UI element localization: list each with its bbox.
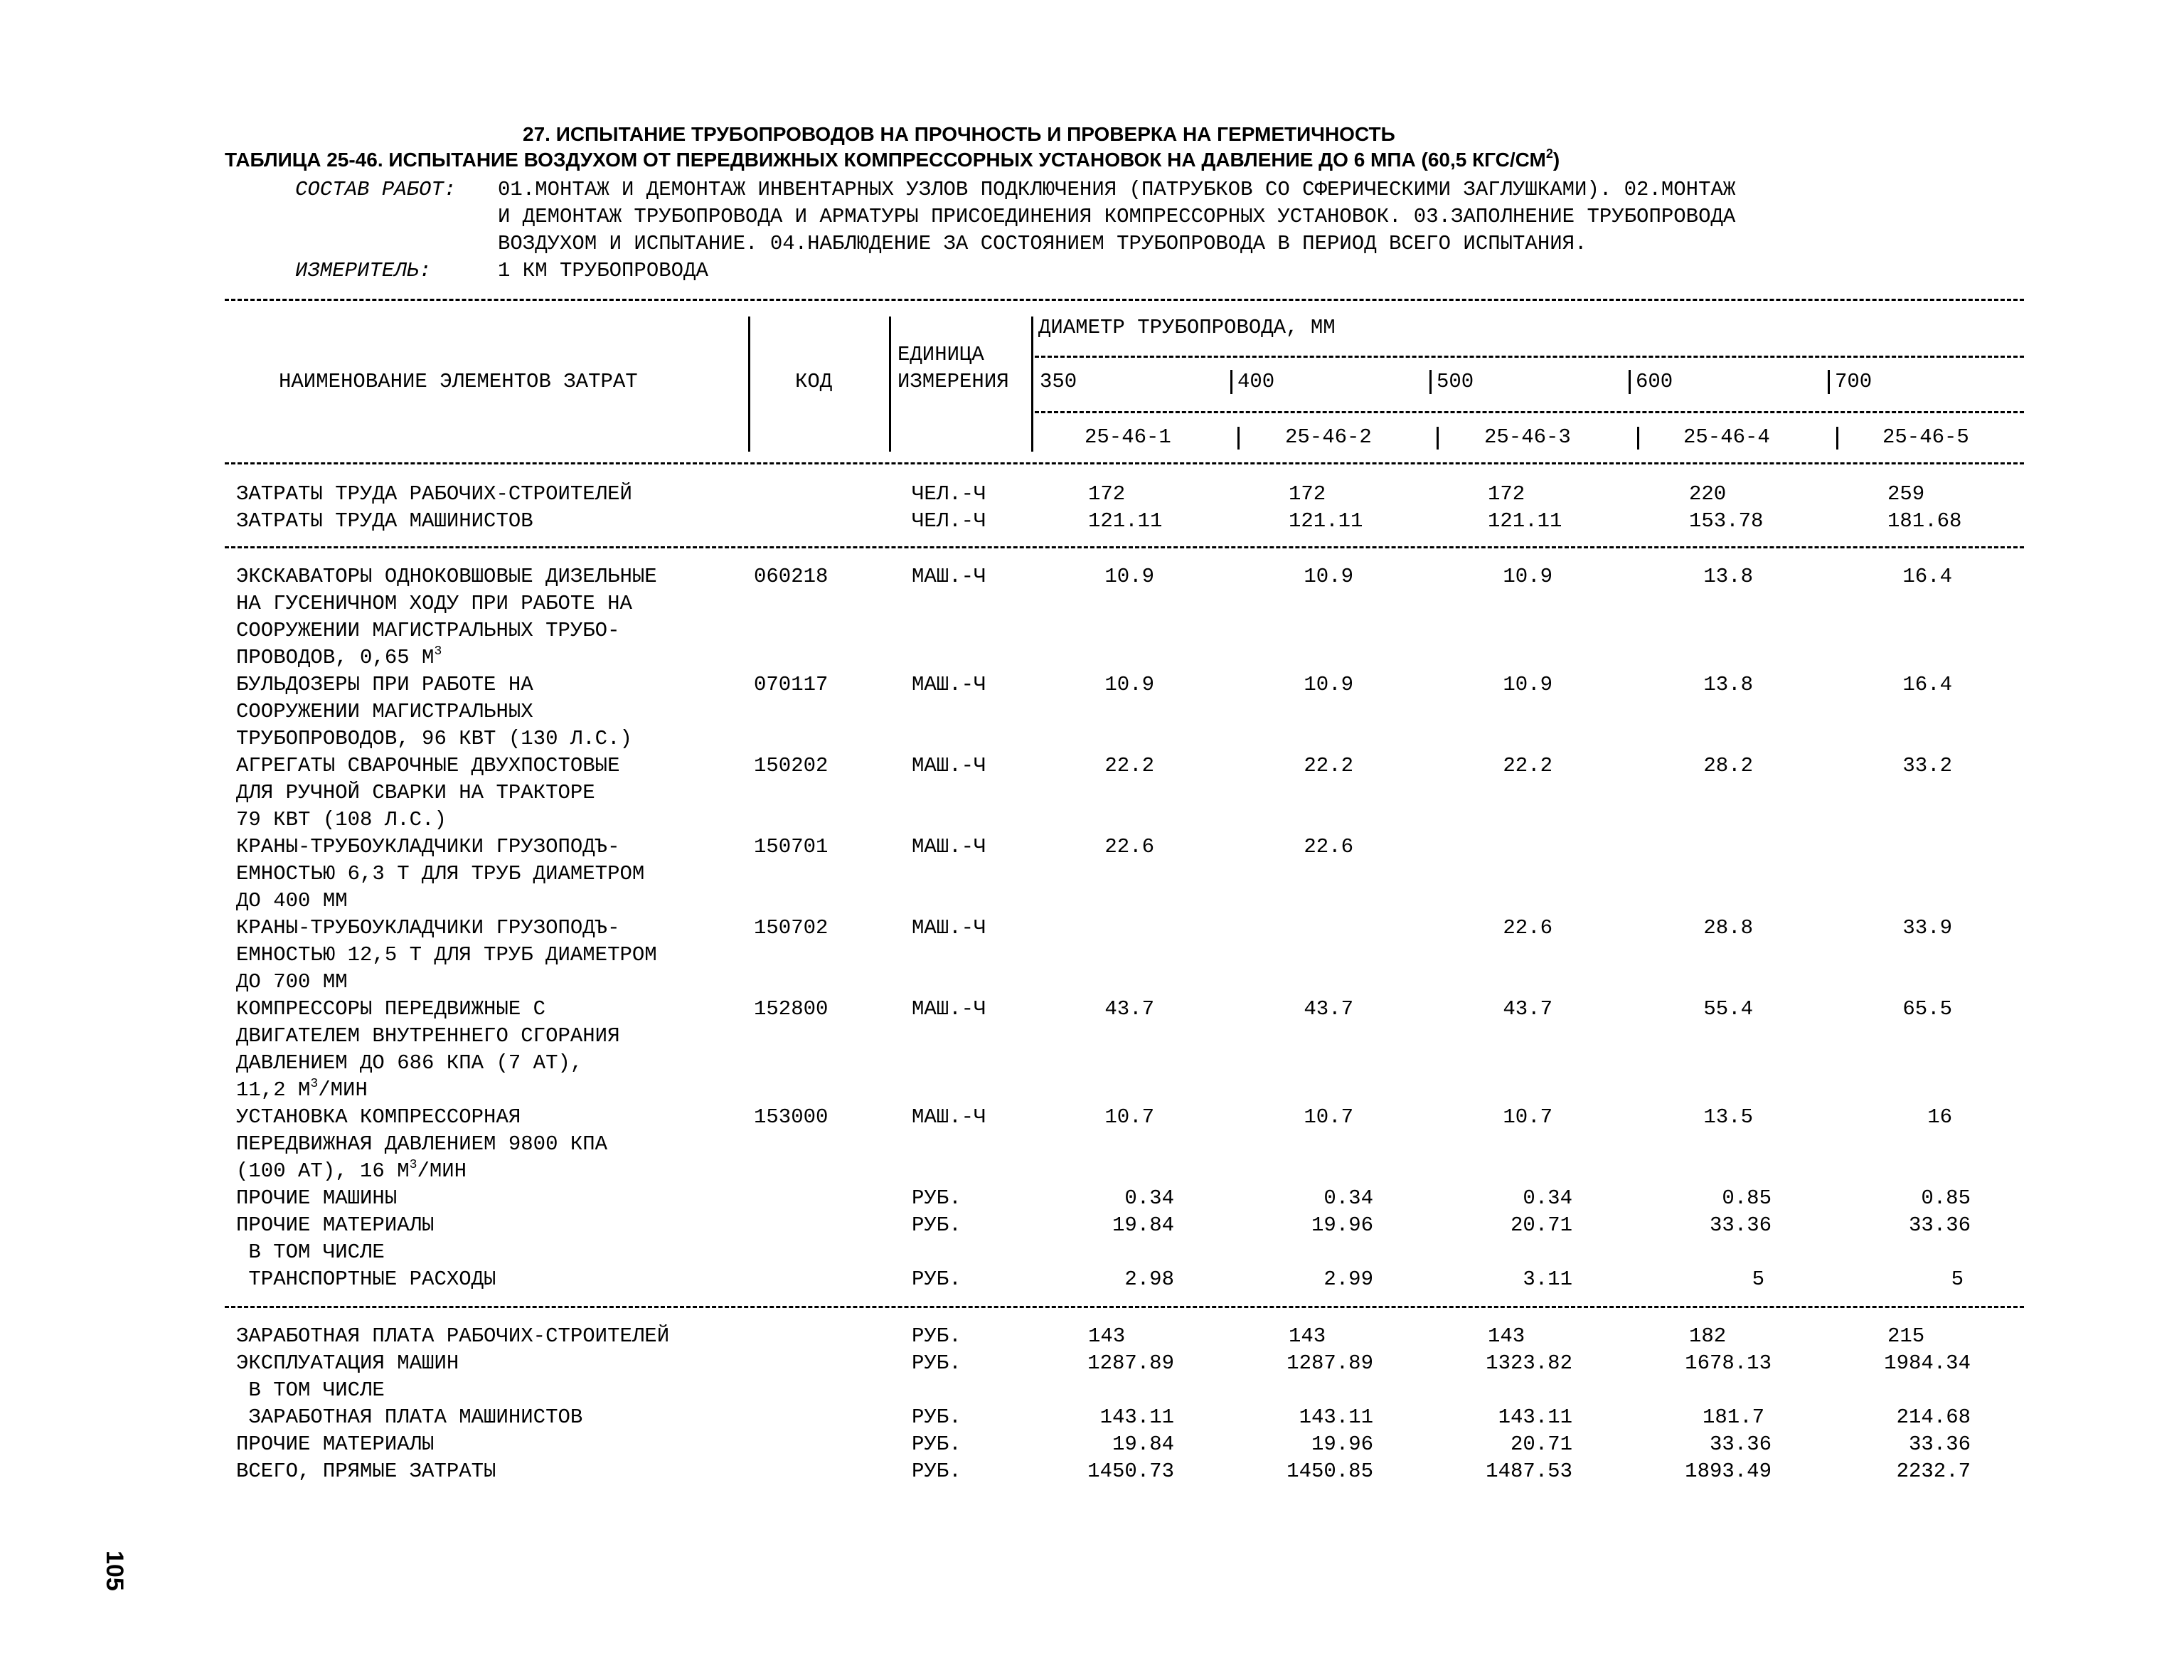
machine-row-1-v4: 13.8 (1703, 565, 1753, 588)
total-row-2-v2: 1287.89 (1287, 1351, 1373, 1375)
machine-row-2-v5: 16.4 (1902, 673, 1952, 696)
machine-row-3-v5: 33.2 (1902, 754, 1952, 777)
machine-row-7-sup: 3 (409, 1158, 417, 1172)
machine-row-8-v3: 0.34 (1523, 1186, 1572, 1210)
labor-row-1-unit: ЧЕЛ.-Ч (912, 482, 986, 506)
machine-row-2-v4: 13.8 (1703, 673, 1753, 696)
machine-row-3-v3: 22.2 (1503, 754, 1552, 777)
labor-row-2-v3: 121.11 (1488, 509, 1562, 533)
machine-row-11-unit: РУБ. (912, 1267, 962, 1291)
code-25-46-2: 25-46-2 (1285, 425, 1372, 449)
machine-row-3-unit: МАШ.-Ч (912, 754, 986, 777)
rule-top (225, 299, 2024, 301)
machine-row-3-name-1: АГРЕГАТЫ СВАРОЧНЫЕ ДВУХПОСТОВЫЕ (236, 754, 620, 777)
header-diameter: ДИАМЕТР ТРУБОПРОВОДА, ММ (1038, 316, 1336, 339)
total-row-5-unit: РУБ. (912, 1432, 962, 1456)
machine-row-10-name: В ТОМ ЧИСЛЕ (236, 1240, 385, 1264)
diam-bar-700 (1828, 370, 1830, 394)
unit-label: ИЗМЕРИТЕЛЬ: (295, 259, 432, 282)
machine-row-5-v3: 22.6 (1503, 916, 1552, 940)
labor-row-1-v1: 172 (1088, 482, 1126, 506)
machine-row-2-name-1: БУЛЬДОЗЕРЫ ПРИ РАБОТЕ НА (236, 673, 533, 696)
machine-row-1-name-3: СООРУЖЕНИИ МАГИСТРАЛЬНЫХ ТРУБО- (236, 619, 620, 642)
labor-row-1-v4: 220 (1689, 482, 1727, 506)
machine-row-9-v3: 20.71 (1510, 1213, 1572, 1237)
machine-row-6-v2: 43.7 (1304, 997, 1353, 1021)
machine-row-5-name-1: КРАНЫ-ТРУБОУКЛАДЧИКИ ГРУЗОПОДЪ- (236, 916, 620, 940)
diameter-350: 350 (1040, 370, 1077, 393)
machine-row-1-v1: 10.9 (1104, 565, 1154, 588)
machine-row-9-name: ПРОЧИЕ МАТЕРИАЛЫ (236, 1213, 435, 1237)
total-row-4-v1: 143.11 (1099, 1405, 1174, 1429)
machine-row-6-name-4 (236, 1077, 368, 1104)
machine-row-3-v4: 28.2 (1703, 754, 1753, 777)
labor-row-2-v2: 121.11 (1289, 509, 1363, 533)
section-title: 27. ИСПЫТАНИЕ ТРУБОПРОВОДОВ НА ПРОЧНОСТЬ И ПРОВЕРКА НА ГЕРМЕТИЧНОСТЬ (523, 123, 1395, 145)
machine-row-7-name-3-text: (100 АТ), 16 М (236, 1159, 410, 1183)
machine-row-6-name-1: КОМПРЕССОРЫ ПЕРЕДВИЖНЫЕ С (236, 997, 546, 1021)
total-row-5-v4: 33.36 (1709, 1432, 1772, 1456)
machine-row-5-v4: 28.8 (1703, 916, 1753, 940)
machine-row-5-v5: 33.9 (1902, 916, 1952, 940)
machine-row-1-v2: 10.9 (1304, 565, 1353, 588)
machine-row-1-name-1: ЭКСКАВАТОРЫ ОДНОКОВШОВЫЕ ДИЗЕЛЬНЫЕ (236, 565, 657, 588)
machine-row-2-v3: 10.9 (1503, 673, 1552, 696)
rule-labor-bottom (225, 546, 2024, 548)
total-row-1-v3: 143 (1488, 1324, 1525, 1348)
header-code: КОД (795, 370, 833, 393)
machine-row-6-v4: 55.4 (1703, 997, 1753, 1021)
machine-row-9-v4: 33.36 (1709, 1213, 1772, 1237)
machine-row-4-name-2: ЕМНОСТЬЮ 6,3 Т ДЛЯ ТРУБ ДИАМЕТРОМ (236, 862, 645, 886)
total-row-4-v5: 214.68 (1896, 1405, 1971, 1429)
total-row-2-v5: 1984.34 (1884, 1351, 1971, 1375)
machine-row-3-code: 150202 (754, 754, 829, 777)
page-number: 105 (101, 1551, 128, 1591)
labor-row-2-unit: ЧЕЛ.-Ч (912, 509, 986, 533)
machine-row-4-unit: МАШ.-Ч (912, 835, 986, 858)
labor-row-1-v5: 259 (1887, 482, 1925, 506)
machine-row-8-unit: РУБ. (912, 1186, 962, 1210)
machine-row-1-v5: 16.4 (1902, 565, 1952, 588)
code-bar-3 (1437, 427, 1439, 450)
machine-row-6-v1: 43.7 (1104, 997, 1154, 1021)
total-row-4-v4: 181.7 (1702, 1405, 1764, 1429)
total-row-4-v2: 143.11 (1299, 1405, 1373, 1429)
machine-row-4-name-3: ДО 400 ММ (236, 889, 348, 913)
diameter-700: 700 (1835, 370, 1873, 393)
machine-row-4-v1: 22.6 (1104, 835, 1154, 858)
machine-row-7-code: 153000 (754, 1105, 829, 1129)
rule-header-bottom (225, 462, 2024, 464)
machine-row-1-unit: МАШ.-Ч (912, 565, 986, 588)
labor-row-2-v5: 181.68 (1887, 509, 1962, 533)
machine-row-8-name: ПРОЧИЕ МАШИНЫ (236, 1186, 398, 1210)
machine-row-2-v1: 10.9 (1104, 673, 1154, 696)
machine-row-1-name-4 (236, 644, 442, 671)
col-divider-2 (889, 317, 891, 452)
header-unit-1: ЕДИНИЦА (897, 343, 984, 366)
machine-row-7-name-1: УСТАНОВКА КОМПРЕССОРНАЯ (236, 1105, 521, 1129)
machine-row-5-code: 150702 (754, 916, 829, 940)
col-divider-1 (748, 317, 750, 452)
total-row-2-v4: 1678.13 (1685, 1351, 1772, 1375)
machine-row-7-v3: 10.7 (1503, 1105, 1552, 1129)
total-row-2-v3: 1323.82 (1486, 1351, 1572, 1375)
machine-row-6-sup: 3 (310, 1077, 319, 1091)
machine-row-6-v3: 43.7 (1503, 997, 1552, 1021)
total-row-6-unit: РУБ. (912, 1460, 962, 1483)
header-name: НАИМЕНОВАНИЕ ЭЛЕМЕНТОВ ЗАТРАТ (279, 370, 638, 393)
total-row-6-v1: 1450.73 (1087, 1460, 1174, 1483)
machine-row-5-name-2: ЕМНОСТЬЮ 12,5 Т ДЛЯ ТРУБ ДИАМЕТРОМ (236, 943, 657, 967)
machine-row-6-name-4-text: 11,2 М (236, 1078, 311, 1102)
machine-row-2-code: 070117 (754, 673, 829, 696)
machine-row-7-sup-tail: /МИН (417, 1159, 467, 1183)
work-line-1: 01.МОНТАЖ И ДЕМОНТАЖ ИНВЕНТАРНЫХ УЗЛОВ ПОДКЛЮЧЕНИЯ (ПАТРУБКОВ СО СФЕРИЧЕСКИМИ ЗАГЛУШКАМИ). 02.МОНТАЖ (498, 178, 1736, 201)
machine-row-8-v4: 0.85 (1722, 1186, 1772, 1210)
table-title-end: ) (1552, 149, 1560, 171)
machine-row-8-v1: 0.34 (1124, 1186, 1174, 1210)
total-row-1-v4: 182 (1689, 1324, 1727, 1348)
machine-row-2-name-3: ТРУБОПРОВОДОВ, 96 КВТ (130 Л.С.) (236, 727, 632, 750)
machine-row-1-name-4-text: ПРОВОДОВ, 0,65 М (236, 646, 435, 669)
total-row-6-v5: 2232.7 (1896, 1460, 1971, 1483)
code-25-46-4: 25-46-4 (1683, 425, 1770, 449)
total-row-4-name: ЗАРАБОТНАЯ ПЛАТА МАШИНИСТОВ (236, 1405, 583, 1429)
machine-row-4-v2: 22.6 (1304, 835, 1353, 858)
total-row-6-name: ВСЕГО, ПРЯМЫЕ ЗАТРАТЫ (236, 1460, 496, 1483)
rule-codes (1035, 411, 2024, 413)
col-divider-3 (1031, 317, 1033, 452)
diam-bar-500 (1429, 370, 1432, 394)
total-row-5-v1: 19.84 (1112, 1432, 1174, 1456)
machine-row-6-v5: 65.5 (1902, 997, 1952, 1021)
work-line-2: И ДЕМОНТАЖ ТРУБОПРОВОДА И АРМАТУРЫ ПРИСОЕДИНЕНИЯ КОМПРЕССОРНЫХ УСТАНОВОК. 03.ЗАПОЛНЕНИЕ ТРУБОПРОВОДА (498, 205, 1736, 228)
code-25-46-1: 25-46-1 (1085, 425, 1171, 449)
machine-row-8-v2: 0.34 (1323, 1186, 1373, 1210)
machine-row-3-name-2: ДЛЯ РУЧНОЙ СВАРКИ НА ТРАКТОРЕ (236, 781, 595, 804)
machine-row-6-name-3: ДАВЛЕНИЕМ ДО 686 КПА (7 АТ), (236, 1051, 583, 1075)
total-row-5-v3: 20.71 (1510, 1432, 1572, 1456)
machine-row-3-v2: 22.2 (1304, 754, 1353, 777)
total-row-1-unit: РУБ. (912, 1324, 962, 1348)
labor-row-1-v2: 172 (1289, 482, 1326, 506)
machine-row-11-v2: 2.99 (1323, 1267, 1373, 1291)
header-unit-2: ИЗМЕРЕНИЯ (897, 370, 1009, 393)
code-25-46-3: 25-46-3 (1484, 425, 1571, 449)
total-row-5-v2: 19.96 (1311, 1432, 1373, 1456)
rule-diameter (1035, 356, 2024, 358)
unit-value: 1 КМ ТРУБОПРОВОДА (498, 259, 708, 282)
machine-row-8-v5: 0.85 (1921, 1186, 1971, 1210)
machine-row-1-sup: 3 (434, 644, 442, 659)
table-title-sup: 2 (1545, 147, 1553, 161)
machine-row-7-unit: МАШ.-Ч (912, 1105, 986, 1129)
diameter-500: 500 (1437, 370, 1474, 393)
total-row-2-name: ЭКСПЛУАТАЦИЯ МАШИН (236, 1351, 459, 1375)
diam-bar-400 (1230, 370, 1232, 394)
machine-row-7-v4: 13.5 (1703, 1105, 1753, 1129)
table-title (225, 147, 1560, 174)
total-row-1-v2: 143 (1289, 1324, 1326, 1348)
machine-row-11-v1: 2.98 (1124, 1267, 1174, 1291)
machine-row-9-v2: 19.96 (1311, 1213, 1373, 1237)
machine-row-6-code: 152800 (754, 997, 829, 1021)
total-row-4-unit: РУБ. (912, 1405, 962, 1429)
machine-row-6-unit: МАШ.-Ч (912, 997, 986, 1021)
machine-row-7-v1: 10.7 (1104, 1105, 1154, 1129)
machine-row-6-sup-tail: /МИН (318, 1078, 368, 1102)
machine-row-1-name-2: НА ГУСЕНИЧНОМ ХОДУ ПРИ РАБОТЕ НА (236, 592, 632, 615)
machine-row-1-v3: 10.9 (1503, 565, 1552, 588)
machine-row-11-v4: 5 (1752, 1267, 1764, 1291)
machine-row-3-v1: 22.2 (1104, 754, 1154, 777)
machine-row-9-v5: 33.36 (1908, 1213, 1971, 1237)
code-bar-4 (1637, 427, 1639, 450)
labor-row-1-v3: 172 (1488, 482, 1525, 506)
labor-row-2-name: ЗАТРАТЫ ТРУДА МАШИНИСТОВ (236, 509, 533, 533)
machine-row-2-unit: МАШ.-Ч (912, 673, 986, 696)
machine-row-1-code: 060218 (754, 565, 829, 588)
total-row-5-name: ПРОЧИЕ МАТЕРИАЛЫ (236, 1432, 435, 1456)
machine-row-11-v3: 3.11 (1523, 1267, 1572, 1291)
machine-row-4-name-1: КРАНЫ-ТРУБОУКЛАДЧИКИ ГРУЗОПОДЪ- (236, 835, 620, 858)
machine-row-2-v2: 10.9 (1304, 673, 1353, 696)
machine-row-4-code: 150701 (754, 835, 829, 858)
machine-row-2-name-2: СООРУЖЕНИИ МАГИСТРАЛЬНЫХ (236, 700, 533, 723)
code-bar-5 (1836, 427, 1838, 450)
code-bar-2 (1237, 427, 1240, 450)
machine-row-7-name-2: ПЕРЕДВИЖНАЯ ДАВЛЕНИЕМ 9800 КПА (236, 1132, 608, 1156)
machine-row-5-unit: МАШ.-Ч (912, 916, 986, 940)
code-25-46-5: 25-46-5 (1882, 425, 1969, 449)
machine-row-5-name-3: ДО 700 ММ (236, 970, 348, 994)
total-row-6-v3: 1487.53 (1486, 1460, 1572, 1483)
labor-row-2-v4: 153.78 (1689, 509, 1764, 533)
labor-row-1-name: ЗАТРАТЫ ТРУДА РАБОЧИХ-СТРОИТЕЛЕЙ (236, 482, 632, 506)
diam-bar-600 (1629, 370, 1631, 394)
machine-row-9-v1: 19.84 (1112, 1213, 1174, 1237)
total-row-1-name: ЗАРАБОТНАЯ ПЛАТА РАБОЧИХ-СТРОИТЕЛЕЙ (236, 1324, 670, 1348)
total-row-5-v5: 33.36 (1908, 1432, 1971, 1456)
total-row-1-v5: 215 (1887, 1324, 1925, 1348)
total-row-4-v3: 143.11 (1498, 1405, 1572, 1429)
machine-row-7-v2: 10.7 (1304, 1105, 1353, 1129)
total-row-3-name: В ТОМ ЧИСЛЕ (236, 1378, 385, 1402)
work-line-3: ВОЗДУХОМ И ИСПЫТАНИЕ. 04.НАБЛЮДЕНИЕ ЗА СОСТОЯНИЕМ ТРУБОПРОВОДА В ПЕРИОД ВСЕГО ИСПЫТАНИЯ. (498, 232, 1587, 255)
machine-row-3-name-3: 79 КВТ (108 Л.С.) (236, 808, 447, 831)
machine-row-11-v5: 5 (1951, 1267, 1964, 1291)
rule-machines-bottom (225, 1306, 2024, 1308)
machine-row-7-name-3 (236, 1158, 467, 1185)
table-title-text: ТАБЛИЦА 25-46. ИСПЫТАНИЕ ВОЗДУХОМ ОТ ПЕРЕДВИЖНЫХ КОМПРЕССОРНЫХ УСТАНОВОК НА ДАВЛЕНИЕ ДО 6 МПА (60,5 КГС/СМ (225, 149, 1546, 171)
work-label: СОСТАВ РАБОТ: (295, 178, 457, 201)
labor-row-2-v1: 121.11 (1088, 509, 1163, 533)
machine-row-11-name: ТРАНСПОРТНЫЕ РАСХОДЫ (236, 1267, 496, 1291)
machine-row-7-v5: 16 (1927, 1105, 1952, 1129)
machine-row-6-name-2: ДВИГАТЕЛЕМ ВНУТРЕННЕГО СГОРАНИЯ (236, 1024, 620, 1048)
total-row-6-v4: 1893.49 (1685, 1460, 1772, 1483)
total-row-2-unit: РУБ. (912, 1351, 962, 1375)
total-row-6-v2: 1450.85 (1287, 1460, 1373, 1483)
machine-row-9-unit: РУБ. (912, 1213, 962, 1237)
diameter-600: 600 (1636, 370, 1673, 393)
total-row-2-v1: 1287.89 (1087, 1351, 1174, 1375)
diameter-400: 400 (1237, 370, 1275, 393)
total-row-1-v1: 143 (1088, 1324, 1126, 1348)
